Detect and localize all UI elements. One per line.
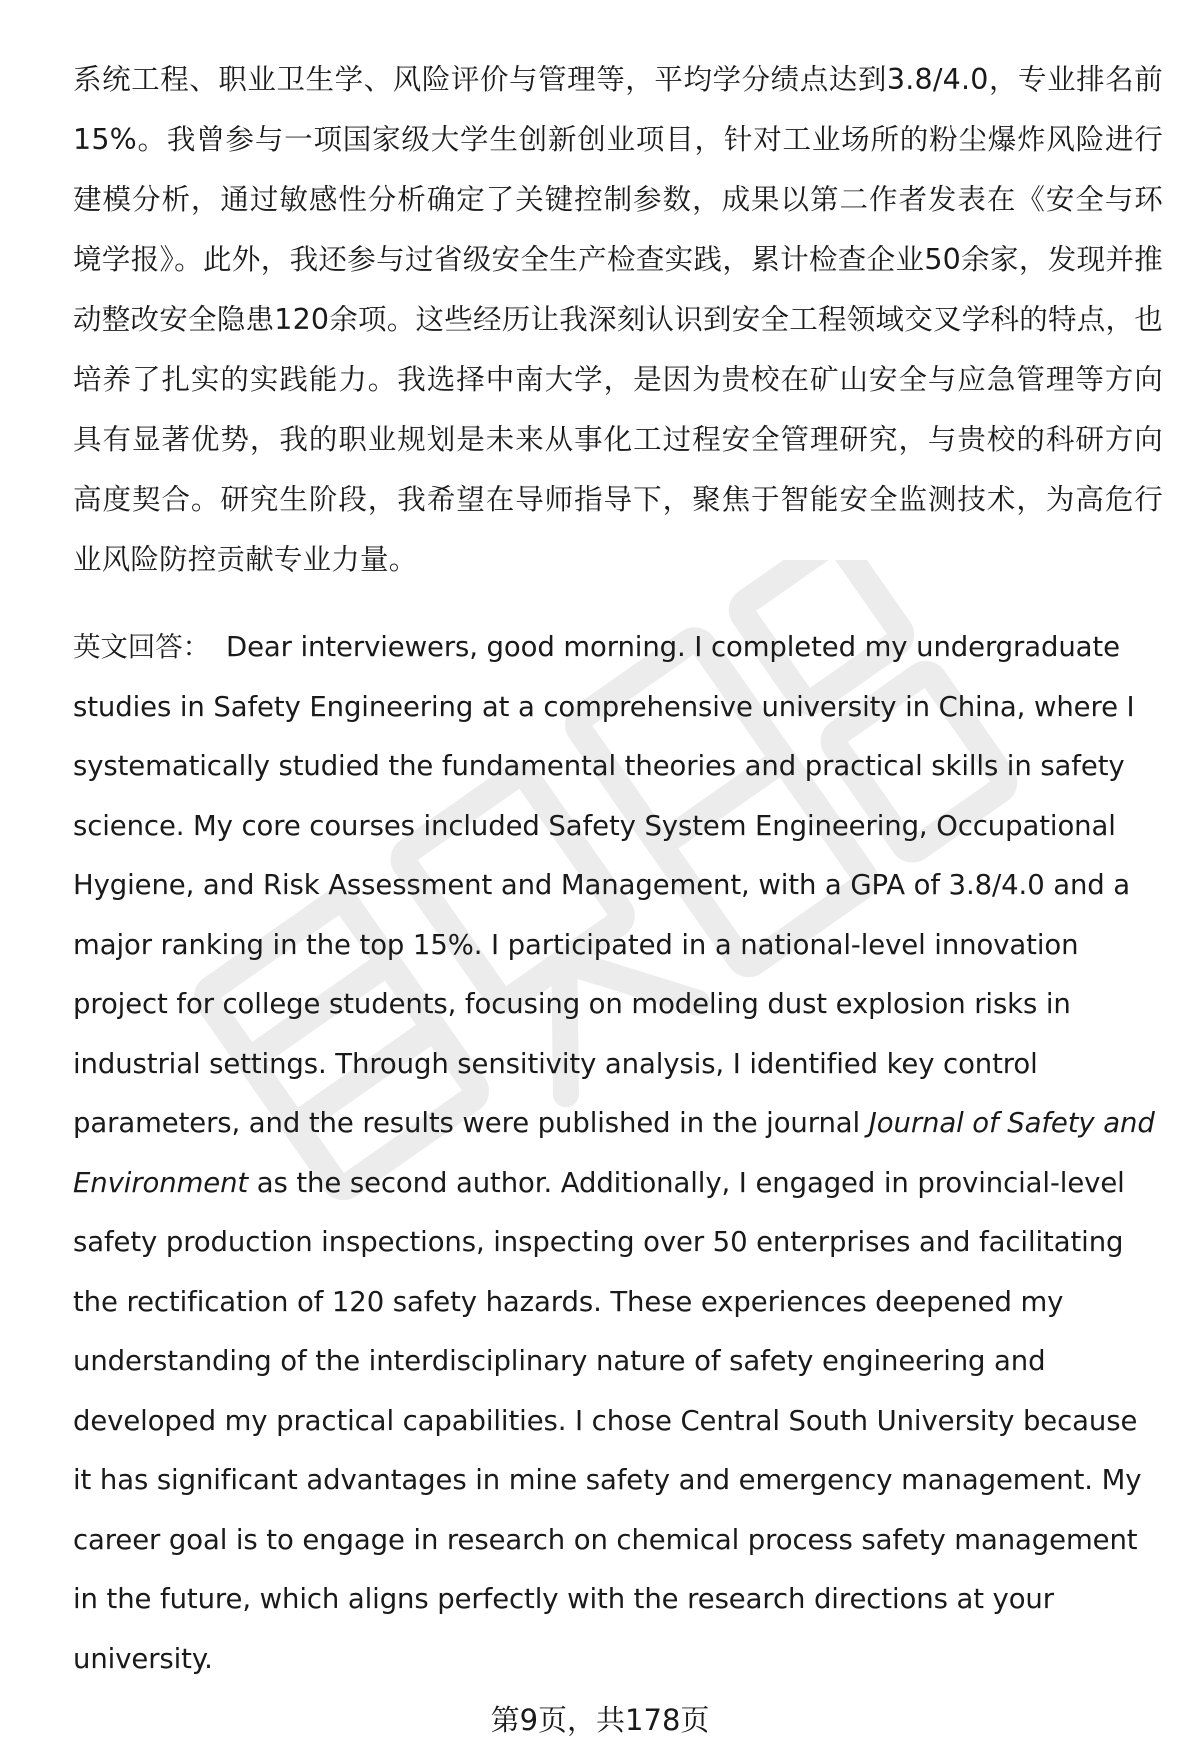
english-answer-text-part1: Dear interviewers, good morning. I completed my undergraduate studies in Safety Engineering at a comprehensive university in China, where I systematically studied the fundamental theories and practical skills in safety science. My core courses included Safety System Engineering, Occupational Hygiene, and Risk Assessment and Management, with a GPA of 3.8/4.0 and a major ranking in the top 15%. I participated in a national-level innovation project for college students, focusing on modeling dust explosion risks in industrial settings. Through sensitivity analysis, I identified key control parameters, and the results were published in the journal (73, 631, 1135, 1139)
document-body (73, 50, 1163, 1689)
journal-title: Journal of Safety and Environment (73, 1107, 1155, 1199)
english-answer-text-part2: as the second author. Additionally, I engaged in provincial-level safety production inspections, inspecting over 50 enterprises and facilitating the rectification of 120 safety hazards. These experiences deepened my understanding of the interdisciplinary nature of safety engineering and developed my practical capabilities. I chose Central South University because it has significant advantages in mine safety and emergency management. My career goal is to engage in research on chemical process safety management in the future, which aligns perfectly with the research directions at your university. (73, 1166, 1142, 1675)
chinese-answer-paragraph: 系统工程、职业卫生学、风险评价与管理等，平均学分绩点达到3.8/4.0，专业排名前15%。我曾参与一项国家级大学生创新创业项目，针对工业场所的粉尘爆炸风险进行建模分析，通过敏感性分析确定了关键控制参数，成果以第二作者发表在《安全与环境学报》。此外，我还参与过省级安全生产检查实践，累计检查企业50余家，发现并推动整改安全隐患120余项。这些经历让我深刻认识到安全工程领域交叉学科的特点，也培养了扎实的实践能力。我选择中南大学，是因为贵校在矿山安全与应急管理等方向具有显著优势，我的职业规划是未来从事化工过程安全管理研究，与贵校的科研方向高度契合。研究生阶段，我希望在导师指导下，聚焦于智能安全监测技术，为高危行业风险防控贡献专业力量。 (73, 63, 1163, 576)
english-answer-label: 英文回答： (73, 631, 210, 663)
english-answer-paragraph (73, 618, 1163, 1689)
page-number-footer: 第9页，共178页 (490, 1703, 710, 1737)
